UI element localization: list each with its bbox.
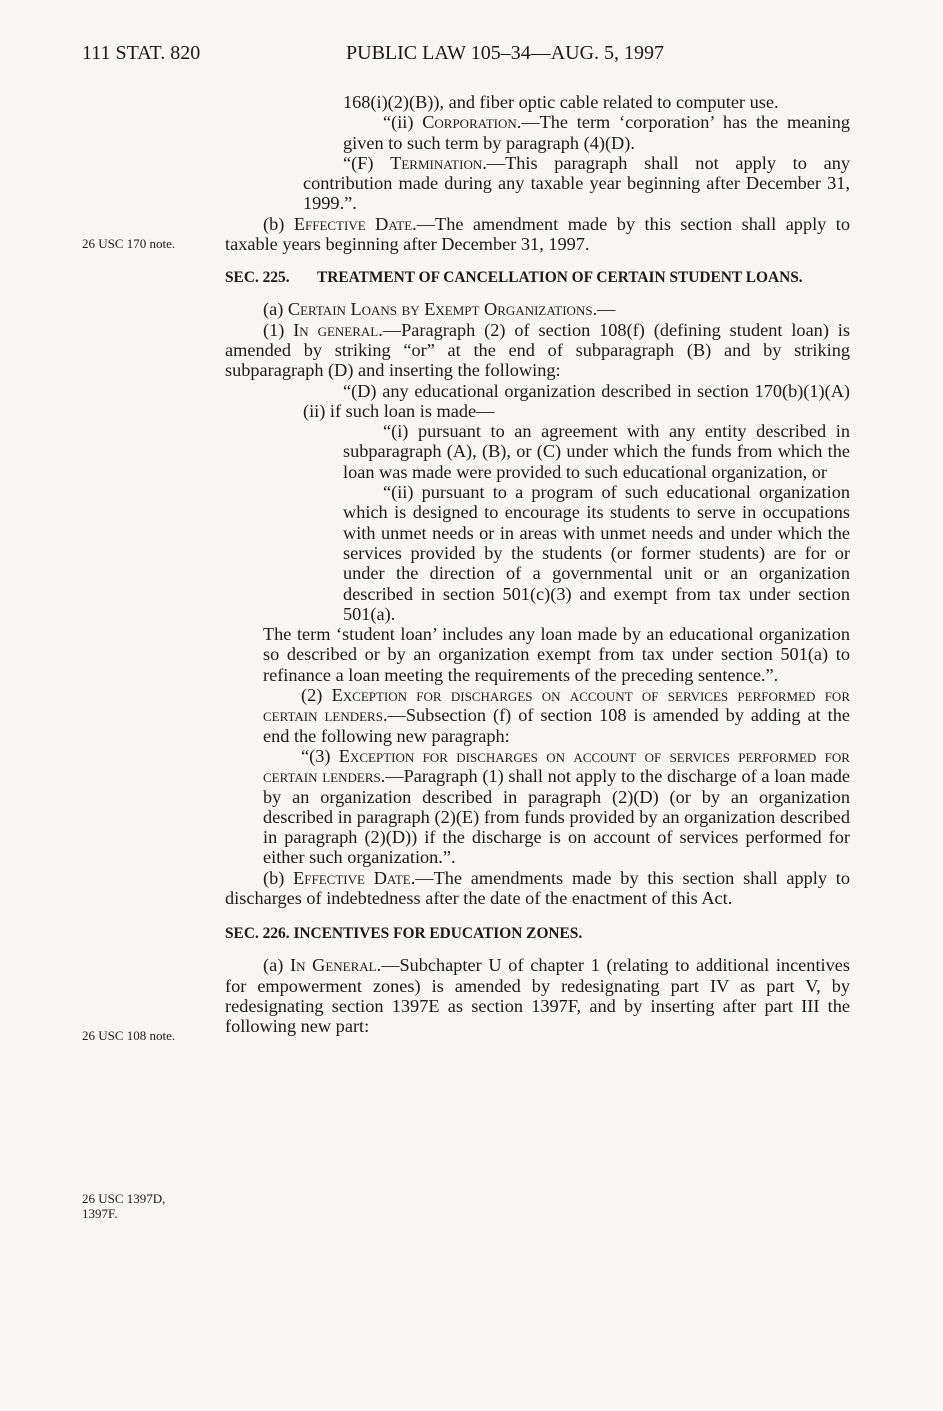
paragraph-heading: Certain Loans by Exempt Organizations — [287, 299, 593, 320]
section-heading-226 — [225, 924, 850, 943]
section-number: SEC. 225. — [225, 269, 290, 287]
paragraph-heading: In general — [293, 319, 379, 340]
margin-note-170: 26 USC 170 note. — [82, 236, 176, 251]
paragraph-lead: (2) — [301, 685, 332, 706]
margin-note-1397 — [82, 1191, 165, 1221]
paragraph-heading: Exception for discharges on account of services performed for certain lenders — [263, 685, 850, 726]
paragraph-lead: “(3) — [301, 745, 339, 766]
paragraph — [225, 153, 850, 214]
margin-note-1397-line2: 1397F. — [82, 1206, 118, 1221]
paragraph — [225, 868, 850, 909]
paragraph — [225, 320, 850, 381]
paragraph: The term ‘student loan’ includes any loan made by an educational organization so described or by an organization exempt from tax under section 501(a) to refinance a loan meeting the requirements of the preceding sentence.”. — [263, 624, 850, 685]
paragraph-heading: Corporation — [422, 112, 517, 133]
paragraph-text: .—The amendments made by this section shall apply to discharges of indebtedness after the date of the enactment of this Act. — [225, 867, 850, 908]
paragraph-text: .—The amendment made by this section shall apply to taxable years beginning after December 31, 1997. — [225, 213, 851, 255]
paragraph — [225, 955, 850, 1036]
document-body — [225, 92, 850, 1036]
public-law-title: PUBLIC LAW 105–34—AUG. 5, 1997 — [346, 42, 665, 64]
paragraph-text: .—Paragraph (2) of section 108(f) (defining student loan) is amended by striking “or” at the end of subparagraph (B) and by striking subparagraph (D) and inserting the following: — [225, 319, 850, 381]
paragraph-heading: Termination — [390, 152, 483, 173]
paragraph-lead: “(F) — [343, 152, 391, 173]
paragraph-lead: (b) — [263, 213, 294, 234]
margin-note-108: 26 USC 108 note. — [82, 1028, 176, 1043]
paragraph — [225, 685, 850, 746]
section-title: TREATMENT OF CANCELLATION OF CERTAIN STUDENT LOANS. — [317, 269, 803, 287]
paragraph-heading: Exception for discharges on account of services performed for certain lenders — [263, 745, 850, 787]
section-title: INCENTIVES FOR EDUCATION ZONES. — [293, 925, 583, 943]
paragraph — [225, 112, 850, 153]
paragraph-text: .—The term ‘corporation’ has the meaning given to such term by paragraph (4)(D). — [343, 112, 850, 153]
section-heading-225 — [225, 268, 850, 287]
paragraph: “(D) any educational organization described in section 170(b)(1)(A)(ii) if such loan is made— — [303, 380, 850, 421]
paragraph-heading: Effective Date — [293, 213, 413, 234]
margin-note-1397-line1: 26 USC 1397D, — [82, 1191, 166, 1206]
paragraph-lead: (a) — [263, 955, 290, 976]
paragraph-heading: In General — [289, 955, 377, 976]
paragraph: 168(i)(2)(B)), and fiber optic cable related to computer use. — [343, 92, 779, 112]
paragraph — [225, 746, 850, 868]
stat-page-number: 111 STAT. 820 — [82, 42, 201, 64]
paragraph-text: .—This paragraph shall not apply to any contribution made during any taxable year beginning after December 31, 1999.”. — [303, 152, 850, 214]
paragraph-lead: (b) — [263, 867, 294, 888]
paragraph-lead: (1) — [263, 319, 294, 340]
paragraph-text: .—Subchapter U of chapter 1 (relating to additional incentives for empowerment zones) is amended by redesignating part IV as part V, by redesignating section 1397E as section 1397F, and by inserting after part III the following new part: — [225, 955, 850, 1037]
paragraph-text: .— — [592, 299, 616, 320]
paragraph: “(i) pursuant to an agreement with any entity described in subparagraph (A), (B), or (C) under which the funds from which the loan was made were provided to such educational organization, or — [343, 421, 850, 482]
paragraph-lead: (a) — [263, 299, 288, 320]
paragraph: “(ii) pursuant to a program of such educational organization which is designed to encourage its students to serve in occupations with unmet needs or in areas with unmet needs and under which the services provided by the students (or former students) are for or under the direction of a governmental unit or an organization described in section 501(c)(3) and exempt from tax under section 501(a). — [343, 482, 850, 624]
paragraph — [225, 299, 850, 319]
paragraph-heading: Effective Date — [293, 867, 411, 888]
paragraph-text: .—Subsection (f) of section 108 is amended by adding at the end the following new paragraph: — [263, 705, 850, 746]
page-header — [82, 42, 862, 72]
paragraph-lead: “(ii) — [383, 112, 423, 133]
section-number: SEC. 226. — [225, 925, 290, 943]
paragraph — [225, 214, 850, 255]
paragraph-text: .—Paragraph (1) shall not apply to the discharge of a loan made by an organization described in paragraph (2)(D) (or by an organization described in paragraph (2)(E) from funds provided by an organization described in paragraph (2)(D)) if the discharge is on account of services performed for either such organization.”. — [263, 766, 850, 868]
